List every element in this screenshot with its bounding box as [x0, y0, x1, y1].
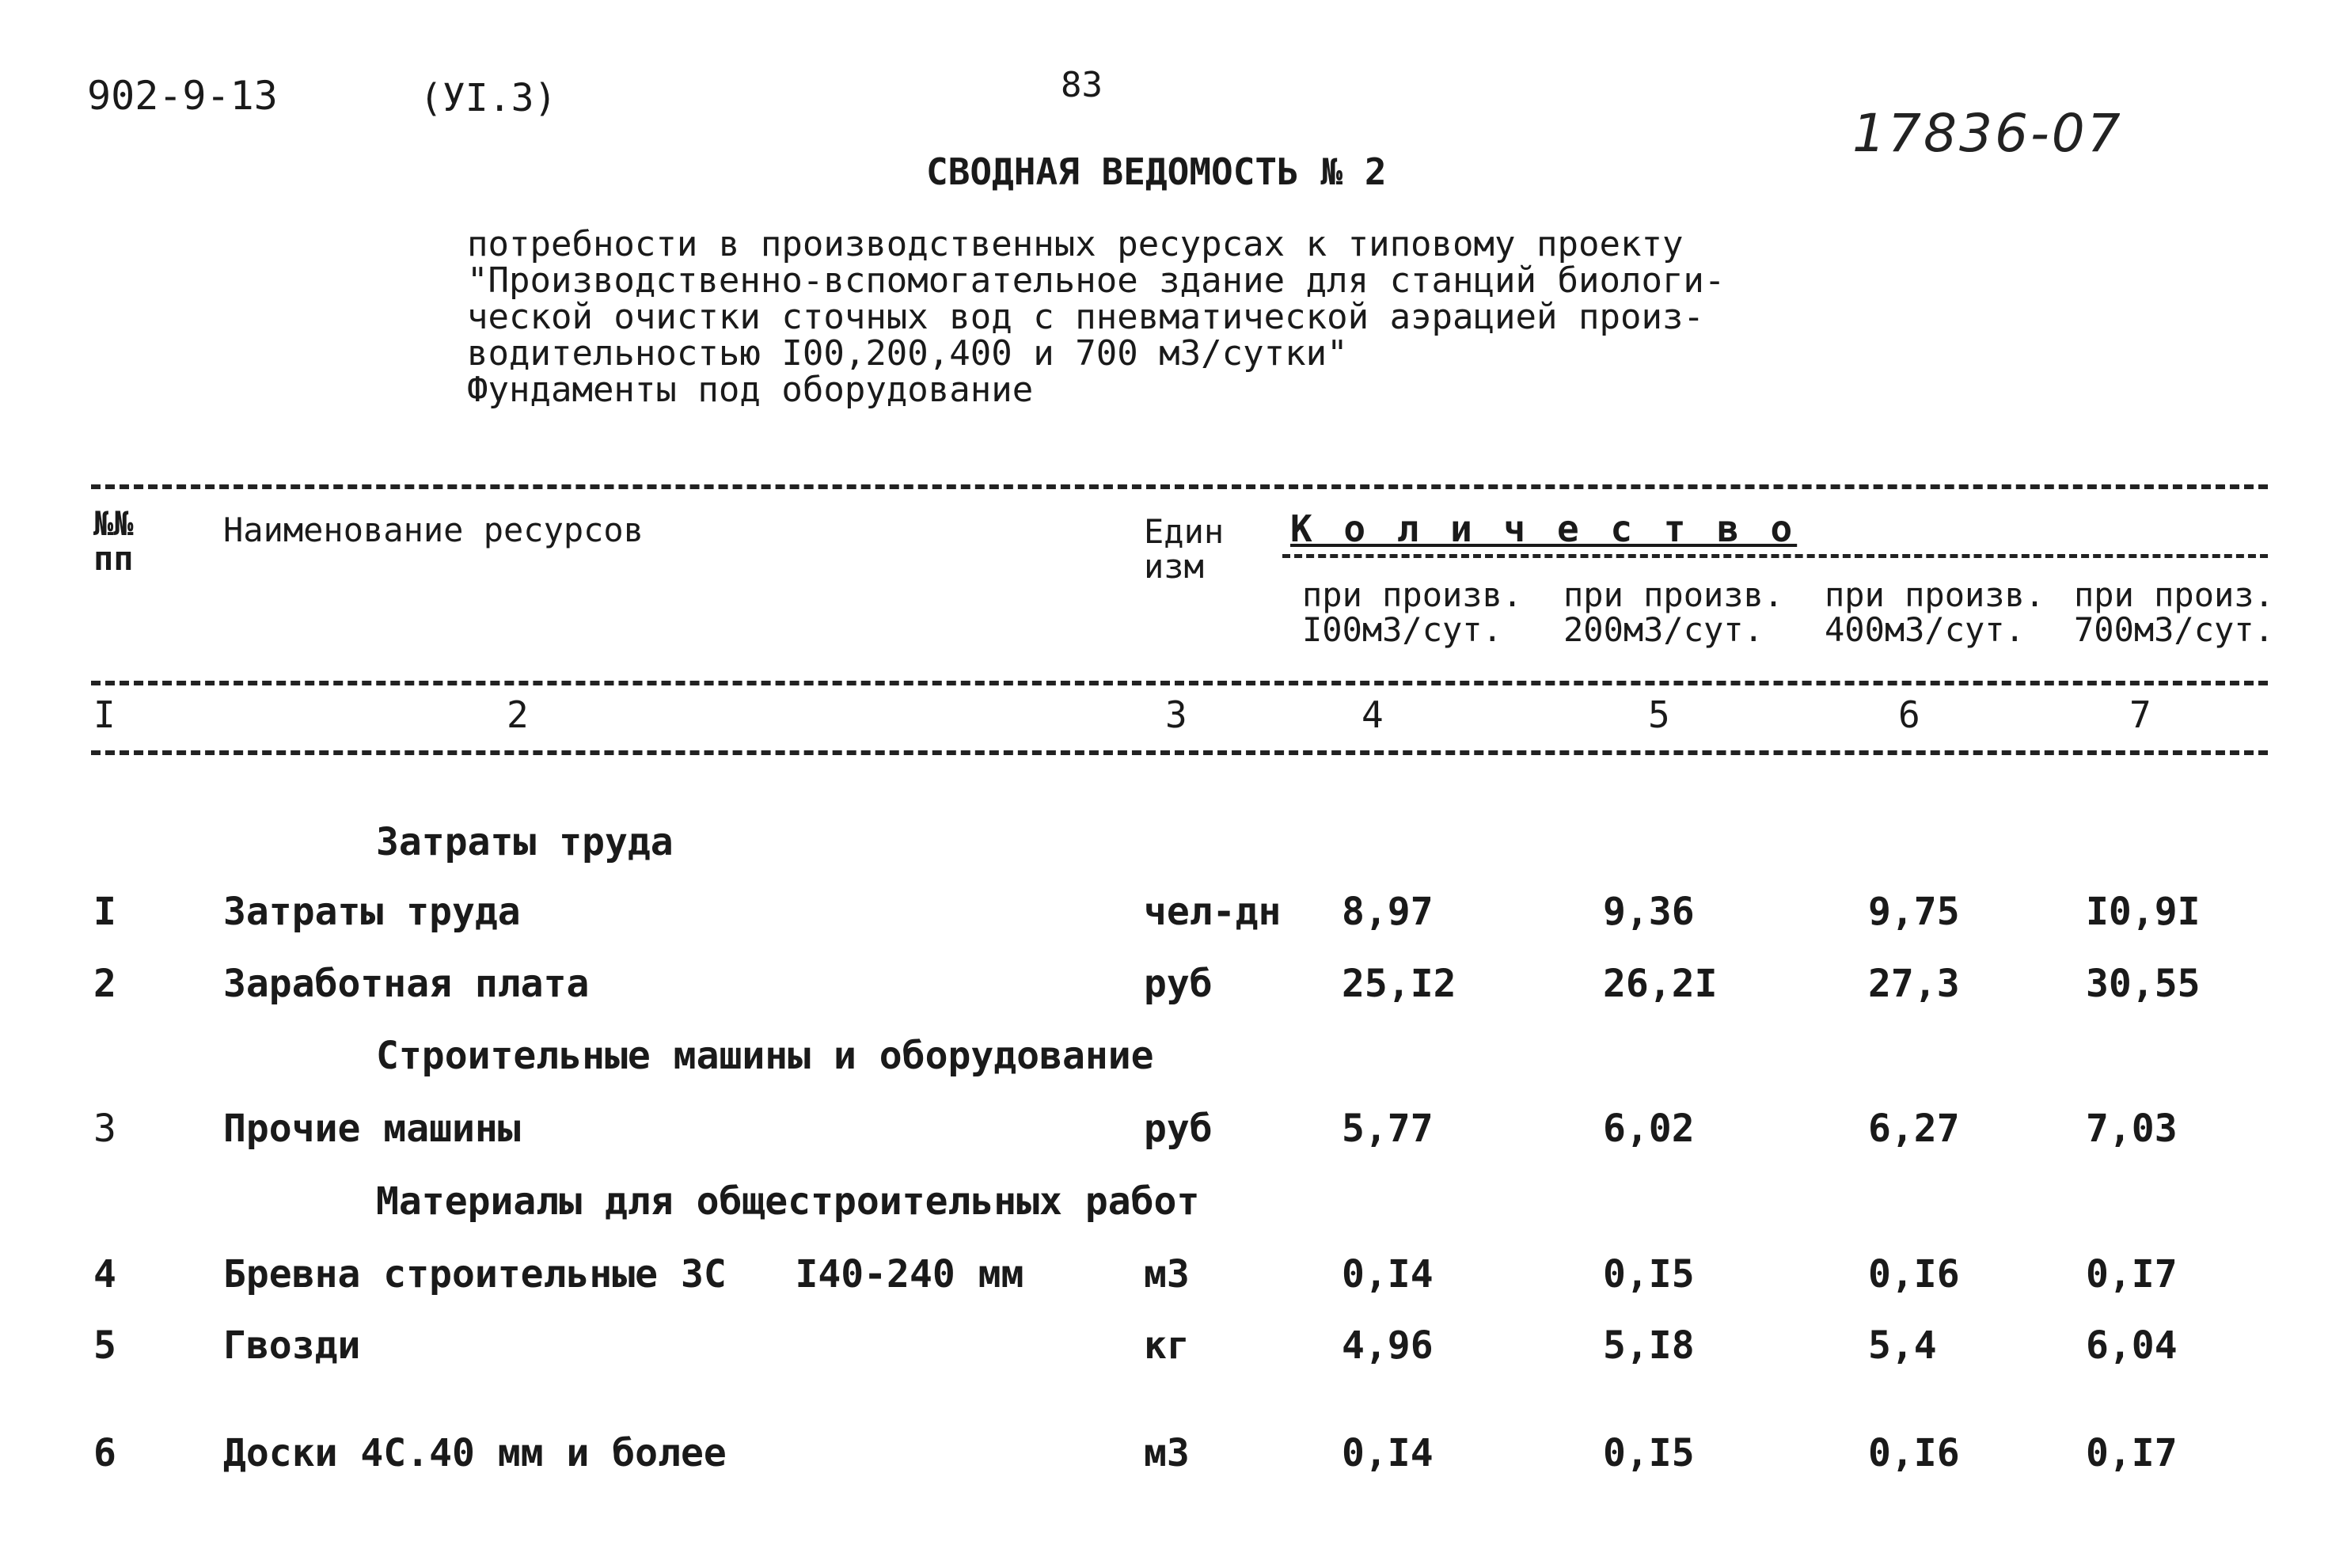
header-q3: при произв. 400м3/сут.: [1825, 575, 2045, 649]
column-number: 3: [1165, 693, 1187, 736]
header-q1: при произв. I00м3/сут.: [1302, 575, 1523, 649]
row-q2: 0,I5: [1603, 1252, 1695, 1297]
header-q2: при произв. 200м3/сут.: [1563, 575, 1784, 649]
row-num: 4: [93, 1252, 116, 1297]
row-q3: 27,3: [1868, 962, 1960, 1006]
header-unit: Един изм: [1144, 512, 1225, 586]
column-number: 6: [1898, 693, 1920, 736]
row-name: Заработная плата: [223, 962, 590, 1006]
row-q4: 30,55: [2086, 962, 2201, 1006]
document-code: 902-9-13: [87, 73, 278, 119]
row-num: I: [93, 890, 116, 934]
table-row: [0, 1252, 2347, 1300]
section-heading: Затраты труда: [376, 820, 674, 864]
row-num: 6: [93, 1431, 116, 1475]
row-q1: 0,I4: [1342, 1431, 1434, 1475]
row-q2: 26,2I: [1603, 962, 1718, 1006]
row-q1: 5,77: [1342, 1107, 1434, 1151]
subtitle-line: ческой очистки сточных вод с пневматической аэрацией произ-: [467, 297, 1704, 337]
table-colnum-rule: [91, 750, 2268, 755]
table-row: [0, 1431, 2347, 1479]
row-name: Доски 4С.40 мм и более: [223, 1431, 727, 1475]
column-number: 5: [1648, 693, 1670, 736]
section-heading: Материалы для общестроительных работ: [376, 1179, 1200, 1224]
row-q4: 7,03: [2086, 1107, 2178, 1151]
row-unit: м3: [1144, 1252, 1190, 1297]
row-q2: 0,I5: [1603, 1431, 1695, 1475]
subtitle-line: водительностью I00,200,400 и 700 м3/сутки": [467, 333, 1348, 374]
row-q2: 6,02: [1603, 1107, 1695, 1151]
row-name: Бревна строительные 3С I40-240 мм: [223, 1252, 1024, 1297]
row-q4: 0,I7: [2086, 1252, 2178, 1297]
row-q3: 6,27: [1868, 1107, 1960, 1151]
table-header-rule: [91, 681, 2268, 685]
row-name: Затраты труда: [223, 890, 521, 934]
row-q2: 5,I8: [1603, 1323, 1695, 1368]
row-q3: 0,I6: [1868, 1252, 1960, 1297]
subtitle-line: "Производственно-вспомогательное здание для станций биологи-: [467, 260, 1726, 301]
row-q4: 6,04: [2086, 1323, 2178, 1368]
row-unit: чел-дн: [1144, 890, 1282, 934]
header-quantity: К о л и ч е с т в о: [1290, 507, 1798, 550]
row-unit: м3: [1144, 1431, 1190, 1475]
table-top-rule: [91, 484, 2268, 489]
quantity-rule: [1282, 554, 2268, 558]
page-number: 83: [1061, 65, 1103, 105]
column-number: 2: [507, 693, 529, 736]
subtitle-line: Фундаменты под оборудование: [467, 370, 1034, 410]
table-row: [0, 890, 2347, 937]
row-q3: 0,I6: [1868, 1431, 1960, 1475]
row-q4: I0,9I: [2086, 890, 2201, 934]
column-number: 4: [1361, 693, 1384, 736]
row-q2: 9,36: [1603, 890, 1695, 934]
header-num: №№ пп: [93, 504, 134, 578]
handwritten-inventory-number: 17836-07: [1852, 103, 2123, 164]
row-q4: 0,I7: [2086, 1431, 2178, 1475]
column-number: I: [93, 693, 116, 736]
row-unit: кг: [1144, 1323, 1190, 1368]
row-q1: 8,97: [1342, 890, 1434, 934]
row-q3: 5,4: [1868, 1323, 1937, 1368]
row-q1: 0,I4: [1342, 1252, 1434, 1297]
table-row: [0, 962, 2347, 1009]
document-subtitle: [467, 226, 1725, 408]
row-name: Прочие машины: [223, 1107, 521, 1151]
header-q4: при произ. 700м3/сут.: [2074, 575, 2274, 649]
document-title: СВОДНАЯ ВЕДОМОСТЬ № 2: [926, 150, 1387, 193]
row-num: 5: [93, 1323, 116, 1368]
subtitle-line: потребности в производственных ресурсах к типовому проекту: [467, 224, 1684, 264]
header-name: Наименование ресурсов: [223, 511, 644, 549]
row-unit: руб: [1144, 962, 1213, 1006]
table-row: [0, 1323, 2347, 1371]
row-num: 2: [93, 962, 116, 1006]
column-number: 7: [2129, 693, 2151, 736]
row-name: Гвозди: [223, 1323, 361, 1368]
row-q1: 25,I2: [1342, 962, 1456, 1006]
row-q3: 9,75: [1868, 890, 1960, 934]
row-num: 3: [93, 1107, 116, 1151]
row-q1: 4,96: [1342, 1323, 1434, 1368]
section-code: (УI.3): [420, 76, 557, 120]
section-heading: Строительные машины и оборудование: [376, 1034, 1154, 1078]
table-row: [0, 1107, 2347, 1154]
row-unit: руб: [1144, 1107, 1213, 1151]
